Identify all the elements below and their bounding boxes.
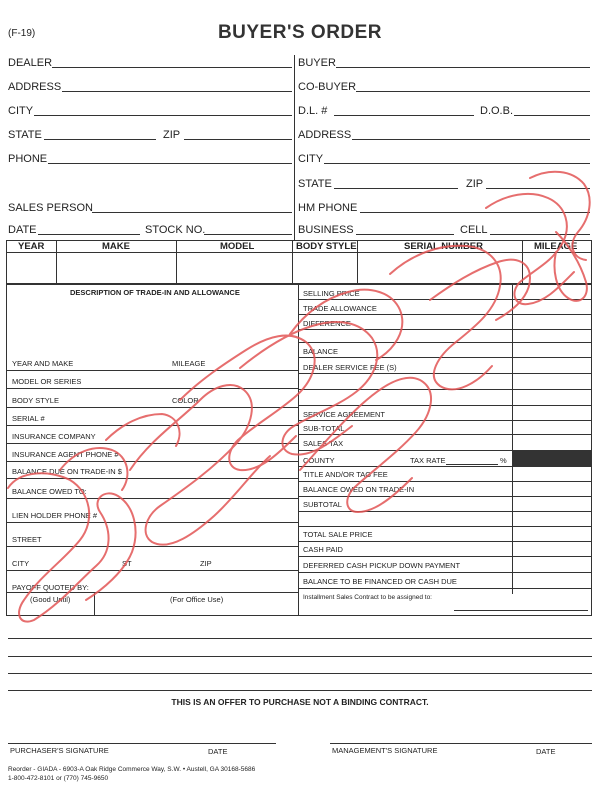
trade-allowance-label: TRADE ALLOWANCE bbox=[303, 304, 377, 313]
selling-price-label: SELLING PRICE bbox=[303, 289, 360, 298]
footer-address: Reorder - GIADA - 6903-A Oak Ridge Commerce Way, S.W. • Austell, GA 30168-5686 bbox=[8, 766, 256, 773]
stamp-stroke bbox=[106, 414, 180, 446]
purchaser-date-label: DATE bbox=[208, 747, 228, 756]
balance-owed-trade-label: BALANCE OWED ON TRADE-IN bbox=[303, 485, 415, 494]
street-label: STREET bbox=[12, 535, 42, 544]
buyer-zip-label: ZIP bbox=[466, 178, 484, 190]
dealer-service-fee-label: DEALER SERVICE FEE (S) bbox=[303, 363, 397, 372]
col-serial-number: SERIAL NUMBER bbox=[404, 241, 483, 252]
management-date-label: DATE bbox=[536, 747, 556, 756]
dob-label: D.O.B. bbox=[480, 105, 514, 117]
stock-no-label: STOCK NO. bbox=[145, 224, 206, 236]
footer-phone: 1-800-472-8101 or (770) 745-9650 bbox=[8, 775, 109, 782]
disclaimer: THIS IS AN OFFER TO PURCHASE NOT A BINDING CONTRACT. bbox=[171, 697, 429, 707]
trade-mileage-label: MILEAGE bbox=[172, 359, 206, 368]
buyer-label: BUYER bbox=[298, 57, 336, 69]
sub-total-label: SUB-TOTAL bbox=[303, 424, 345, 433]
good-until-label: (Good Until) bbox=[30, 595, 71, 604]
insurance-agent-phone-label: INSURANCE AGENT PHONE # bbox=[12, 450, 119, 459]
tax-rate-label: TAX RATE bbox=[410, 456, 446, 465]
sales-person-label: SALES PERSON bbox=[8, 202, 93, 214]
dealer-label: DEALER bbox=[8, 57, 53, 69]
trade-color-label: COLOR bbox=[172, 396, 199, 405]
subtotal-label: SUBTOTAL bbox=[303, 500, 342, 509]
col-mileage: MILEAGE bbox=[534, 241, 578, 252]
page-title: BUYER'S ORDER bbox=[217, 22, 383, 43]
lien-holder-phone-label: LIEN HOLDER PHONE # bbox=[12, 511, 98, 520]
balance-owed-to-label: BALANCE OWED TO: bbox=[12, 487, 87, 496]
trade-in-heading: DESCRIPTION OF TRADE-IN AND ALLOWANCE bbox=[70, 288, 240, 297]
difference-label: DIFFERENCE bbox=[303, 319, 351, 328]
deferred-cash-label: DEFERRED CASH PICKUP DOWN PAYMENT bbox=[303, 561, 461, 570]
buyer-address-label: ADDRESS bbox=[298, 129, 352, 141]
col-model: MODEL bbox=[220, 241, 255, 252]
zip-label: ZIP bbox=[163, 129, 181, 141]
trade-st-label: ST bbox=[122, 559, 132, 568]
trade-city-label: CITY bbox=[12, 559, 30, 568]
sales-tax-label: SALES TAX bbox=[303, 439, 344, 448]
phone-label: PHONE bbox=[8, 153, 48, 165]
col-make: MAKE bbox=[102, 241, 130, 252]
stamp-stroke bbox=[290, 290, 402, 360]
model-series-label: MODEL OR SERIES bbox=[12, 377, 82, 386]
management-signature-label: MANAGEMENT'S SIGNATURE bbox=[332, 746, 438, 755]
buyer-state-label: STATE bbox=[298, 178, 332, 190]
stamp-stroke bbox=[130, 385, 270, 545]
state-label: STATE bbox=[8, 129, 42, 141]
col-body-style: BODY STYLE bbox=[296, 241, 357, 252]
hm-phone-label: HM PHONE bbox=[298, 202, 358, 214]
service-agreement-label: SERVICE AGREEMENT bbox=[303, 410, 385, 419]
buyer-city-label: CITY bbox=[298, 153, 324, 165]
stamp-stroke bbox=[8, 473, 136, 621]
trade-body-style-label: BODY STYLE bbox=[12, 396, 59, 405]
payoff-quoted-by-label: PAYOFF QUOTED BY: bbox=[12, 583, 89, 592]
county-label: COUNTY bbox=[303, 456, 335, 465]
balance-financed-label: BALANCE TO BE FINANCED OR CASH DUE bbox=[303, 577, 457, 586]
cell-label: CELL bbox=[460, 224, 488, 236]
serial-label: SERIAL # bbox=[12, 414, 45, 423]
trade-zip-label: ZIP bbox=[200, 559, 212, 568]
co-buyer-label: CO-BUYER bbox=[298, 81, 357, 93]
purchaser-signature-label: PURCHASER'S SIGNATURE bbox=[10, 746, 109, 755]
balance-label: BALANCE bbox=[303, 347, 339, 356]
form-code: (F-19) bbox=[8, 28, 36, 39]
stamp-stroke bbox=[180, 336, 315, 471]
dl-label: D.L. # bbox=[298, 105, 328, 117]
office-use-label: (For Office Use) bbox=[170, 595, 224, 604]
address-label: ADDRESS bbox=[8, 81, 62, 93]
stamp-stroke bbox=[300, 378, 431, 512]
stamp-stroke bbox=[60, 448, 127, 490]
stamp-stroke bbox=[555, 232, 587, 301]
percent-sign: % bbox=[500, 456, 507, 465]
title-tag-fee-label: TITLE AND/OR TAG FEE bbox=[303, 470, 388, 479]
year-make-label: YEAR AND MAKE bbox=[12, 359, 74, 368]
total-sale-price-label: TOTAL SALE PRICE bbox=[303, 530, 373, 539]
balance-due-label: BALANCE DUE ON TRADE-IN $ bbox=[12, 467, 122, 476]
date-label: DATE bbox=[8, 224, 37, 236]
cash-paid-label: CASH PAID bbox=[303, 545, 343, 554]
city-label: CITY bbox=[8, 105, 34, 117]
col-year: YEAR bbox=[18, 241, 45, 252]
business-label: BUSINESS bbox=[298, 224, 354, 236]
insurance-company-label: INSURANCE COMPANY bbox=[12, 432, 96, 441]
installment-contract-label: Installment Sales Contract to be assigned to: bbox=[303, 594, 432, 601]
